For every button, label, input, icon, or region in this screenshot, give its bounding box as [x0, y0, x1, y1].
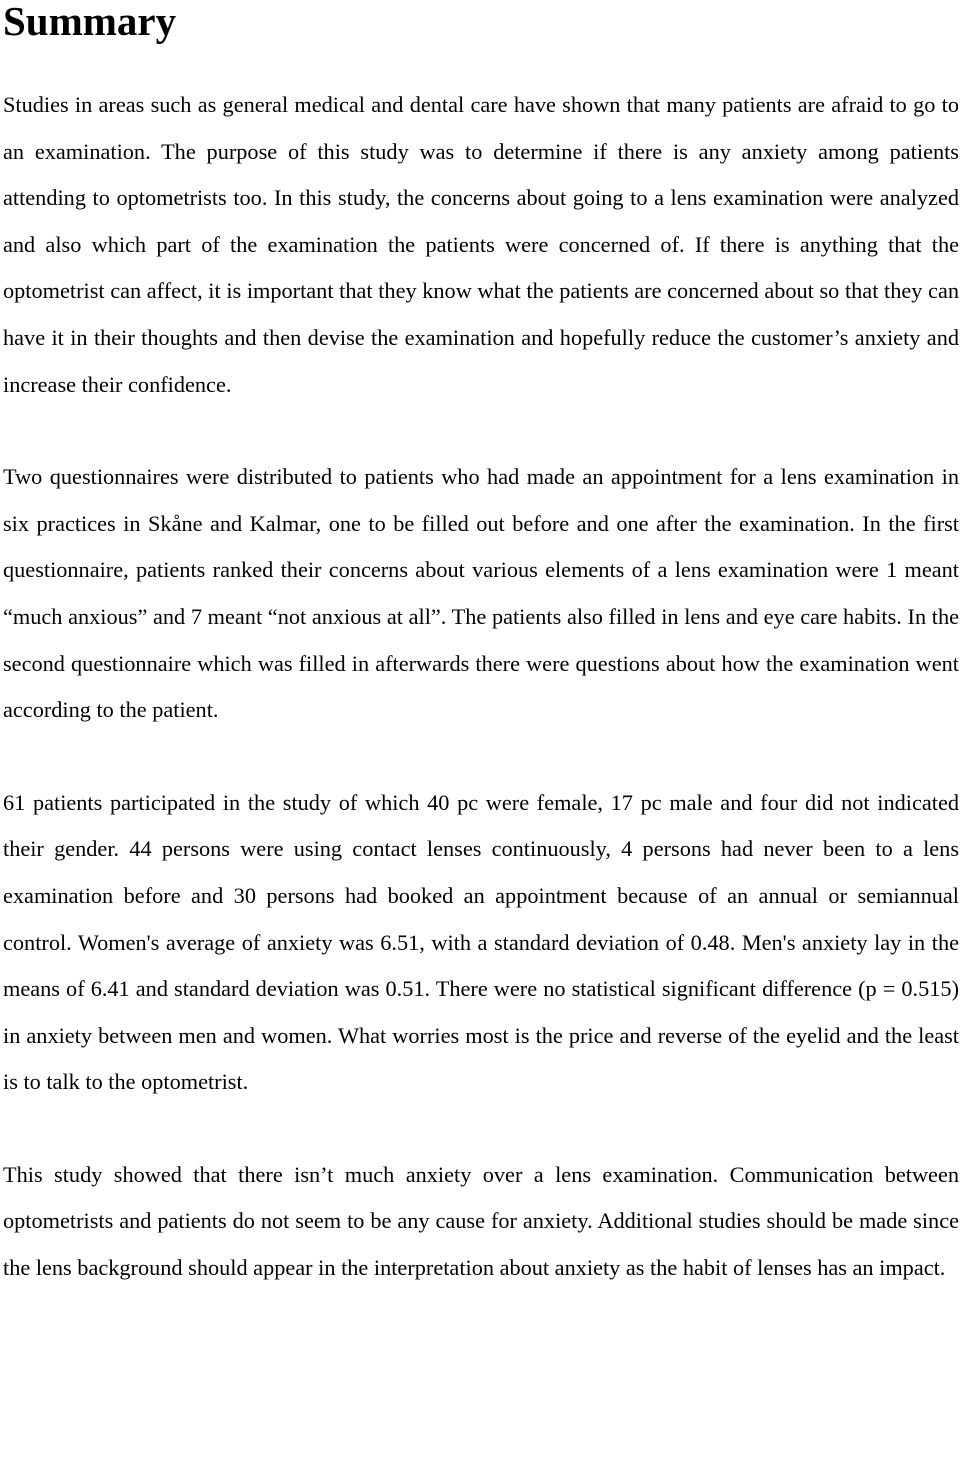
document-page — [3, 0, 959, 1292]
summary-paragraph-4: This study showed that there isn’t much anxiety over a lens examination. Communication between optometrists and patients do not seem to be any cause for anxiety. Additional studies should be made since the lens background should appear in the interpretation about anxiety as the habit of lenses has an impact. — [3, 1161, 959, 1281]
summary-paragraph-1: Studies in areas such as general medical and dental care have shown that many patients are afraid to go to an examination. The purpose of this study was to determine if there is any anxiety among patients attending to optometrists too. In this study, the concerns about going to a lens examination were analyzed and also which part of the examination the patients were concerned of. If there is anything that the optometrist can affect, it is important that they know what the patients are concerned about so that they can have it in their thoughts and then devise the examination and hopefully reduce the customer’s anxiety and increase their confidence. — [3, 92, 959, 397]
page-title: Summary — [3, 0, 177, 44]
summary-paragraph-2: Two questionnaires were distributed to patients who had made an appointment for a lens examination in six practices in Skåne and Kalmar, one to be filled out before and one after the examination. In the first questionnaire, patients ranked their concerns about various elements of a lens examination were 1 meant “much anxious” and 7 meant “not anxious at all”. The patients also filled in lens and eye care habits. In the second questionnaire which was filled in afterwards there were questions about how the examination went according to the patient. — [3, 464, 959, 723]
summary-paragraph-3: 61 patients participated in the study of which 40 pc were female, 17 pc male and four did not indicated their gender. 44 persons were using contact lenses continuously, 4 persons had never been to a lens examination before and 30 persons had booked an appointment because of an annual or semiannual control. Women's average of anxiety was 6.51, with a standard deviation of 0.48. Men's anxiety lay in the means of 6.41 and standard deviation was 0.51. There were no statistical significant difference (p = 0.515) in anxiety between men and women. What worries most is the price and reverse of the eyelid and the least is to talk to the optometrist. — [3, 789, 959, 1095]
